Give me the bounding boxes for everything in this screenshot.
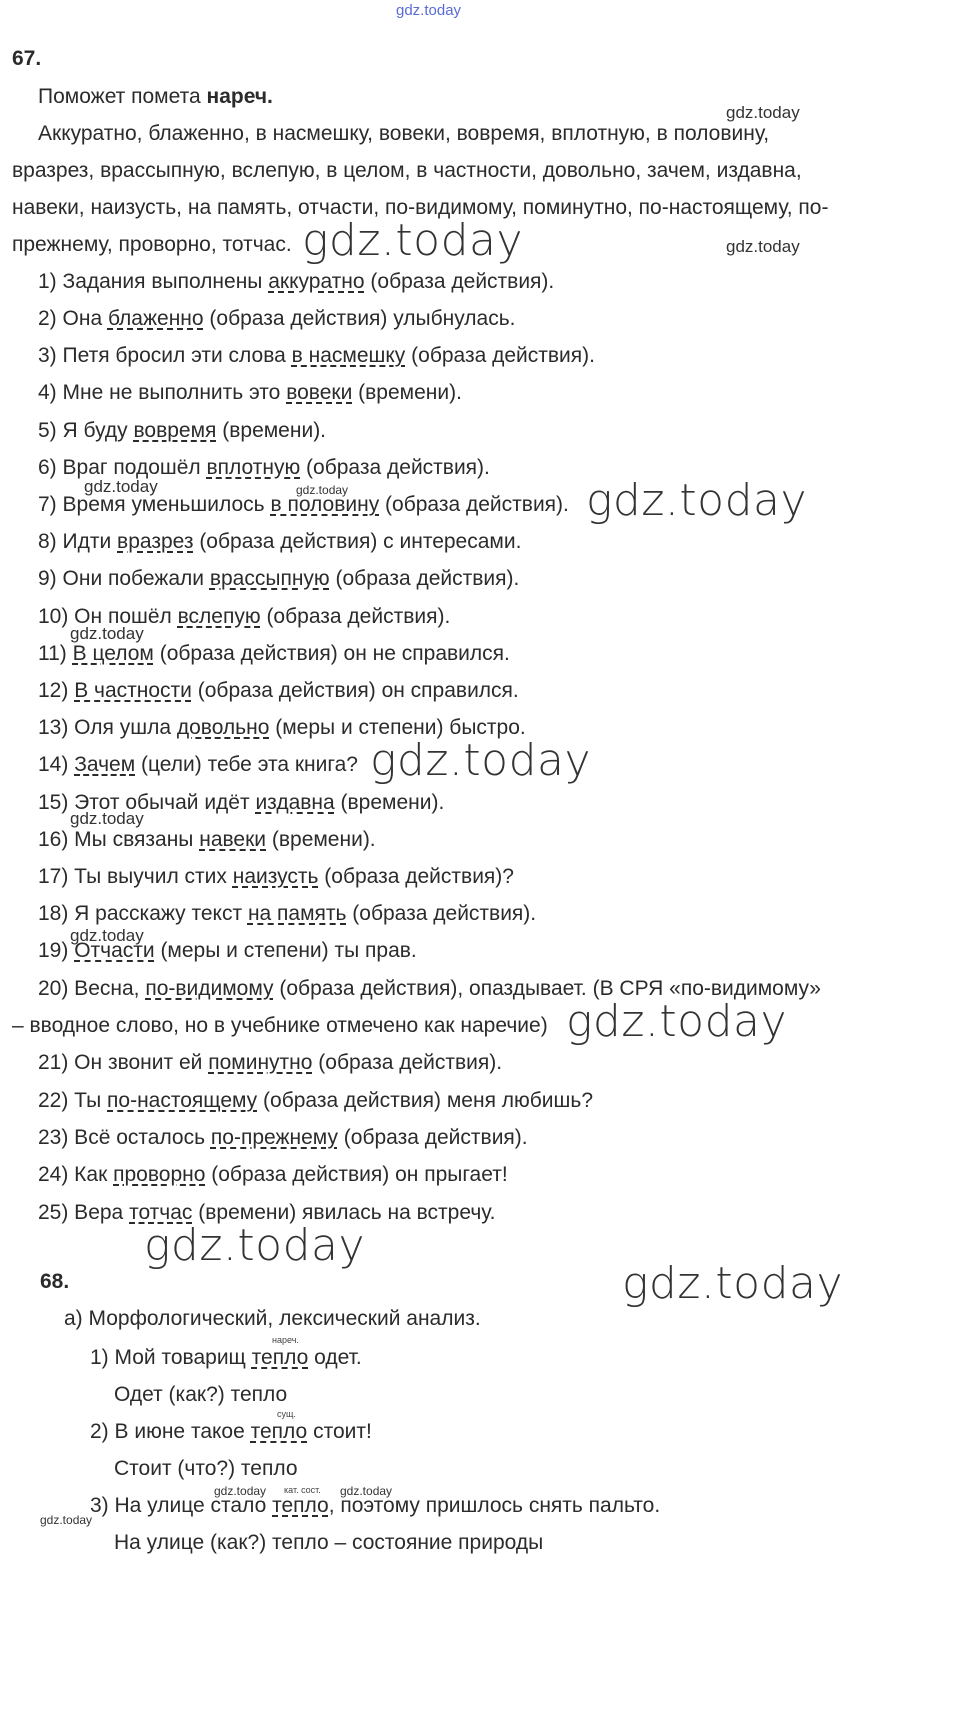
watermark: gdz.today <box>40 1513 93 1527</box>
adverb-list-line-2: вразрез, врассыпную, вслепую, в целом, в частности, довольно, зачем, издавна, <box>12 159 802 182</box>
exercise-68-number: 68. <box>40 1270 70 1293</box>
sentence-2-post: стоит! <box>307 1420 372 1443</box>
item-text: 16) Мы связаны <box>38 828 200 851</box>
item-text: (образа действия) с интересами. <box>193 530 522 553</box>
item-20-continuation: – вводное слово, но в учебнике отмечено как наречие) <box>12 1014 548 1037</box>
exercise-67-item <box>38 418 326 444</box>
item-text: (времени). <box>352 381 462 404</box>
item-text: 24) Как <box>38 1163 114 1186</box>
item-text: 12) <box>38 679 75 702</box>
item-text: 14) <box>38 753 75 776</box>
exercise-67-item <box>38 827 376 853</box>
underlined-adverb: блаженно <box>107 307 204 330</box>
item-text: (образа действия) он не справился. <box>153 642 510 665</box>
item-text: 13) Оля ушла <box>38 716 177 739</box>
item-text: 5) Я буду <box>38 419 134 442</box>
watermark: gdz.today <box>622 1258 844 1309</box>
underlined-adverb: в насмешку <box>291 344 406 367</box>
exercise-67-item <box>38 566 519 592</box>
watermark: gdz.today <box>370 735 592 786</box>
pos-tag-3: кат. сост. <box>284 1485 321 1495</box>
pos-tag-2: сущ. <box>277 1409 296 1419</box>
watermark: gdz.today <box>566 996 788 1047</box>
exercise-67-item <box>38 1088 593 1114</box>
underlined-adverb: на память <box>247 902 347 925</box>
sentence-2-word: тепло <box>250 1420 308 1443</box>
underlined-adverb: поминутно <box>208 1051 313 1074</box>
watermark: gdz.today <box>296 483 349 497</box>
underlined-adverb: издавна <box>255 791 335 814</box>
item-text: (образа действия). <box>329 567 520 590</box>
item-text: 8) Идти <box>38 530 118 553</box>
adverb-list-line-3: навеки, наизусть, на память, отчасти, по-видимому, поминутно, по-настоящему, по- <box>12 196 829 219</box>
underlined-adverb: навеки <box>199 828 267 851</box>
item-text: 9) Они побежали <box>38 567 210 590</box>
item-text: 1) Задания выполнены <box>38 270 269 293</box>
exercise-67-item <box>38 1162 508 1188</box>
underlined-adverb: В частности <box>74 679 192 702</box>
item-text: 18) Я расскажу текст <box>38 902 248 925</box>
sentence-3-word: тепло <box>272 1494 329 1517</box>
item-text: (времени) явилась на встречу. <box>192 1201 496 1224</box>
sentence-1-pre: 1) Мой товарищ <box>90 1346 252 1369</box>
exercise-67-item <box>38 269 554 295</box>
watermark: gdz.today <box>214 1484 267 1498</box>
adverb-list-line-1: Аккуратно, блаженно, в насмешку, вовеки, вовремя, вплотную, в половину, <box>38 122 770 145</box>
exercise-67-item <box>38 1050 502 1076</box>
underlined-adverb: вслепую <box>177 605 261 628</box>
sentence-1-word: тепло <box>251 1346 309 1369</box>
exercise-67-item <box>38 641 510 667</box>
answer-1: Одет (как?) тепло <box>114 1383 288 1406</box>
item-text: 21) Он звонит ей <box>38 1051 209 1074</box>
header-watermark: gdz.today <box>396 2 462 19</box>
answer-3: На улице (как?) тепло – состояние природы <box>114 1531 544 1554</box>
underlined-adverb: В целом <box>72 642 154 665</box>
underlined-adverb: довольно <box>176 716 270 739</box>
underlined-adverb: вовремя <box>133 419 217 442</box>
item-text: (образа действия). <box>337 1126 528 1149</box>
watermark: gdz.today <box>726 237 800 256</box>
watermark: gdz.today <box>726 103 800 122</box>
exercise-67-item <box>38 864 514 890</box>
hint-text: Поможет помета <box>38 85 207 108</box>
exercise-67-item <box>38 1125 528 1151</box>
underlined-adverb: по-настоящему <box>107 1089 258 1112</box>
exercise-67-hint <box>38 84 273 110</box>
pos-tag-1: нареч. <box>272 1335 299 1345</box>
item-text: (цели) тебе эта книга? <box>135 753 358 776</box>
item-text: (образа действия) он прыгает! <box>205 1163 508 1186</box>
item-text: (меры и степени) быстро. <box>269 716 526 739</box>
item-text: (образа действия). <box>405 344 595 367</box>
item-text: 7) Время уменьшилось <box>38 493 271 516</box>
item-text: 15) Этот обычай идёт <box>38 791 256 814</box>
item-text: 6) Враг подошёл <box>38 456 207 479</box>
exercise-67-item <box>38 901 536 927</box>
item-text: (образа действия)? <box>318 865 514 888</box>
sentence-2-pre: 2) В июне такое <box>90 1420 251 1443</box>
item-text: (меры и степени) ты прав. <box>154 939 417 962</box>
exercise-68-subtask-a: а) Морфологический, лексический анализ. <box>64 1307 481 1330</box>
exercise-67-item <box>38 343 595 369</box>
exercise-67-item <box>38 752 358 778</box>
watermark: gdz.today <box>70 624 144 643</box>
item-text: (образа действия). <box>346 902 537 925</box>
item-text: 19) <box>38 939 75 962</box>
underlined-adverb: Отчасти <box>74 939 155 962</box>
exercise-67-item <box>38 529 521 555</box>
underlined-adverb: Зачем <box>74 753 136 776</box>
underlined-adverb: вовеки <box>286 381 353 404</box>
exercise-67-number: 67. <box>12 47 42 70</box>
watermark: gdz.today <box>340 1484 393 1498</box>
item-text: 25) Вера <box>38 1201 130 1224</box>
sentence-3-pre: 3) На улице стало <box>90 1494 273 1517</box>
exercise-67-item <box>38 380 462 406</box>
item-text: 11) <box>38 642 73 665</box>
item-text: 4) Мне не выполнить это <box>38 381 287 404</box>
item-text: (времени). <box>216 419 327 442</box>
underlined-adverb: по-видимому <box>145 977 274 1000</box>
item-text: 17) Ты выучил стих <box>38 865 233 888</box>
underlined-adverb: в половину <box>270 493 380 516</box>
sentence-1-post: одет. <box>308 1346 362 1369</box>
item-text: (образа действия). <box>364 270 555 293</box>
underlined-adverb: по-прежнему <box>210 1126 338 1149</box>
underlined-adverb: проворно <box>113 1163 206 1186</box>
exercise-67-item <box>38 678 519 704</box>
item-text: (образа действия), опаздывает. (В СРЯ «по-видимому» <box>273 977 821 1000</box>
watermark: gdz.today <box>586 475 808 526</box>
item-text: (времени). <box>334 791 445 814</box>
item-text: 2) Она <box>38 307 108 330</box>
underlined-adverb: врассыпную <box>209 567 330 590</box>
item-text: (образа действия). <box>260 605 451 628</box>
underlined-adverb: тотчас <box>129 1201 193 1224</box>
answer-2: Стоит (что?) тепло <box>114 1457 298 1480</box>
item-text: (образа действия). <box>300 456 490 479</box>
watermark: gdz.today <box>70 926 144 945</box>
item-text: (образа действия) меня любишь? <box>257 1089 594 1112</box>
item-text: (времени). <box>266 828 376 851</box>
exercise-67-item <box>38 306 516 332</box>
watermark: gdz.today <box>302 215 524 266</box>
underlined-adverb: аккуратно <box>268 270 365 293</box>
item-text: 23) Всё осталось <box>38 1126 211 1149</box>
watermark: gdz.today <box>84 477 158 496</box>
item-text: 20) Весна, <box>38 977 146 1000</box>
item-text: (образа действия) улыбнулась. <box>203 307 516 330</box>
item-text: (образа действия). <box>379 493 569 516</box>
item-text: (образа действия). <box>312 1051 503 1074</box>
adverb-list-line-4: прежнему, проворно, тотчас. <box>12 233 292 256</box>
watermark: gdz.today <box>70 809 144 828</box>
watermark: gdz.today <box>144 1220 366 1271</box>
hint-bold-label: нареч. <box>206 85 273 108</box>
item-text: 3) Петя бросил эти слова <box>38 344 292 367</box>
underlined-adverb: вплотную <box>206 456 301 479</box>
underlined-adverb: вразрез <box>117 530 194 553</box>
sentence-2 <box>90 1419 372 1445</box>
item-text: 10) Он пошёл <box>38 605 178 628</box>
sentence-3-post: , поэтому пришлось снять пальто. <box>328 1494 661 1517</box>
item-text: (образа действия) он справился. <box>191 679 519 702</box>
underlined-adverb: наизусть <box>232 865 319 888</box>
sentence-1 <box>90 1345 362 1371</box>
item-text: 22) Ты <box>38 1089 108 1112</box>
